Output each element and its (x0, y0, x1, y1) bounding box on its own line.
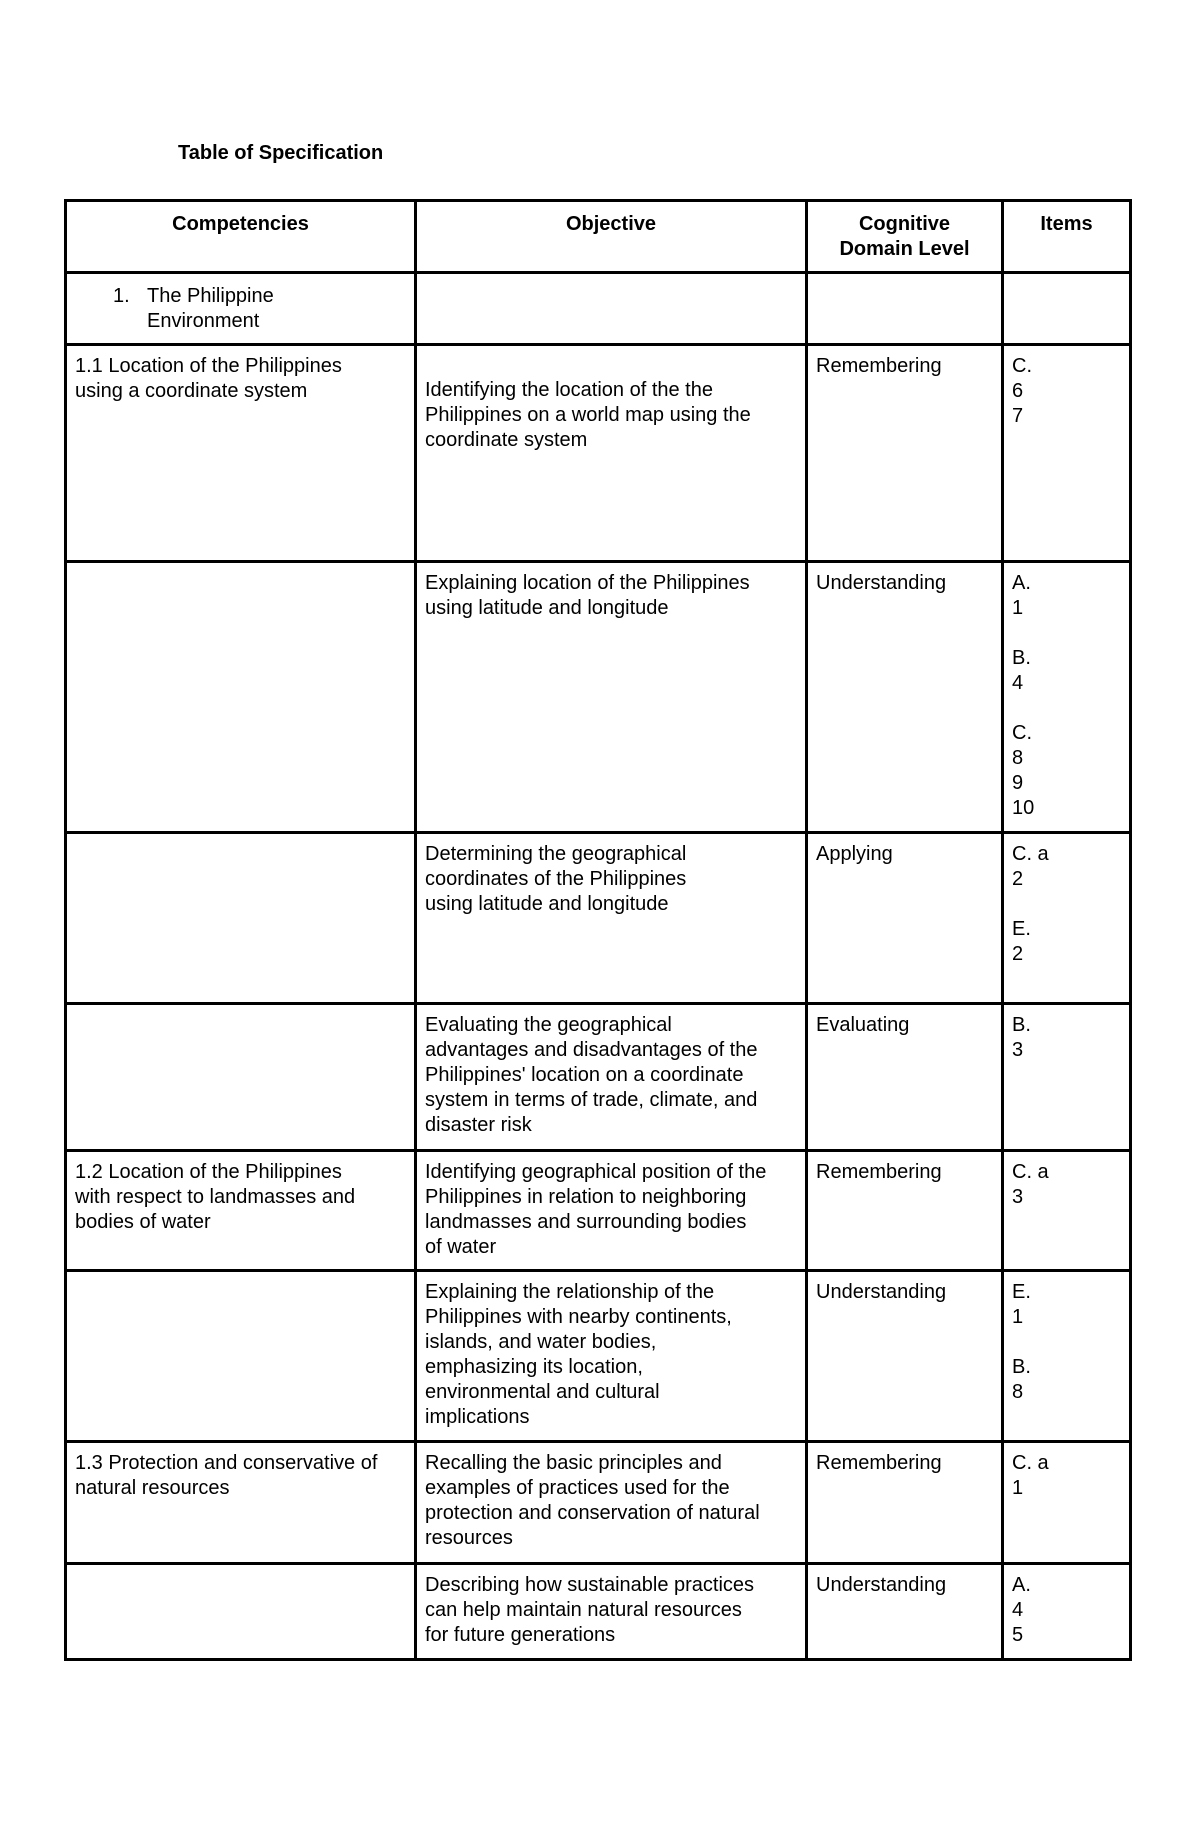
cognitive-level-cell: Evaluating (807, 1004, 1003, 1151)
header-items: Items (1003, 201, 1131, 273)
competency-cell (66, 1004, 416, 1151)
table-row (66, 1442, 1131, 1564)
objective-cell: Determining the geographical coordinates of the Philippines using latitude and longitude (416, 833, 807, 1004)
cognitive-level-cell: Remembering (807, 1442, 1003, 1564)
section-label: The Philippine Environment (147, 285, 274, 332)
header-competencies: Competencies (66, 201, 416, 273)
items-cell: C. a 2 E. 2 (1003, 833, 1131, 1004)
table-header-row (66, 201, 1131, 273)
cognitive-level-cell: Applying (807, 833, 1003, 1004)
objective-cell: Explaining the relationship of the Philippines with nearby continents, islands, and water bodies, emphasizing its location, environmental and cultural implications (416, 1271, 807, 1442)
items-cell: B. 3 (1003, 1004, 1131, 1151)
section-number: 1. (113, 285, 130, 307)
table-row (66, 1004, 1131, 1151)
items-cell: A. 1 B. 4 C. 8 9 10 (1003, 562, 1131, 833)
cognitive-level-cell: Understanding (807, 562, 1003, 833)
page-title: Table of Specification (178, 142, 384, 164)
competency-cell: 1.3 Protection and conservative of natural resources (66, 1442, 416, 1564)
empty-cell (1003, 273, 1131, 345)
table-row (66, 1151, 1131, 1271)
table-row (66, 1271, 1131, 1442)
objective-cell: Identifying geographical position of the Philippines in relation to neighboring landmasses and surrounding bodies of water (416, 1151, 807, 1271)
competency-cell (66, 1564, 416, 1660)
items-cell: A. 4 5 (1003, 1564, 1131, 1660)
section-heading-cell (66, 273, 416, 345)
items-cell: C. a 3 (1003, 1151, 1131, 1271)
objective-cell: Identifying the location of the the Philippines on a world map using the coordinate system (416, 345, 807, 562)
items-cell: E. 1 B. 8 (1003, 1271, 1131, 1442)
empty-cell (416, 273, 807, 345)
cognitive-level-cell: Remembering (807, 1151, 1003, 1271)
objective-cell: Evaluating the geographical advantages and disadvantages of the Philippines' location on a coordinate system in terms of trade, climate, and disaster risk (416, 1004, 807, 1151)
header-objective: Objective (416, 201, 807, 273)
empty-cell (807, 273, 1003, 345)
table-row (66, 833, 1131, 1004)
section-row (66, 273, 1131, 345)
competency-cell: 1.2 Location of the Philippines with respect to landmasses and bodies of water (66, 1151, 416, 1271)
table-row (66, 1564, 1131, 1660)
cognitive-level-cell: Remembering (807, 345, 1003, 562)
competency-cell (66, 833, 416, 1004)
header-cognitive-domain-level: Cognitive Domain Level (807, 201, 1003, 273)
cognitive-level-cell: Understanding (807, 1271, 1003, 1442)
table-row (66, 562, 1131, 833)
table-row (66, 345, 1131, 562)
objective-cell: Explaining location of the Philippines using latitude and longitude (416, 562, 807, 833)
competency-cell: 1.1 Location of the Philippines using a coordinate system (66, 345, 416, 562)
items-cell: C. a 1 (1003, 1442, 1131, 1564)
cognitive-level-cell: Understanding (807, 1564, 1003, 1660)
specification-table (64, 199, 1132, 1661)
competency-cell (66, 562, 416, 833)
objective-cell: Recalling the basic principles and examples of practices used for the protection and conservation of natural resources (416, 1442, 807, 1564)
objective-cell: Describing how sustainable practices can help maintain natural resources for future generations (416, 1564, 807, 1660)
competency-cell (66, 1271, 416, 1442)
items-cell: C. 6 7 (1003, 345, 1131, 562)
